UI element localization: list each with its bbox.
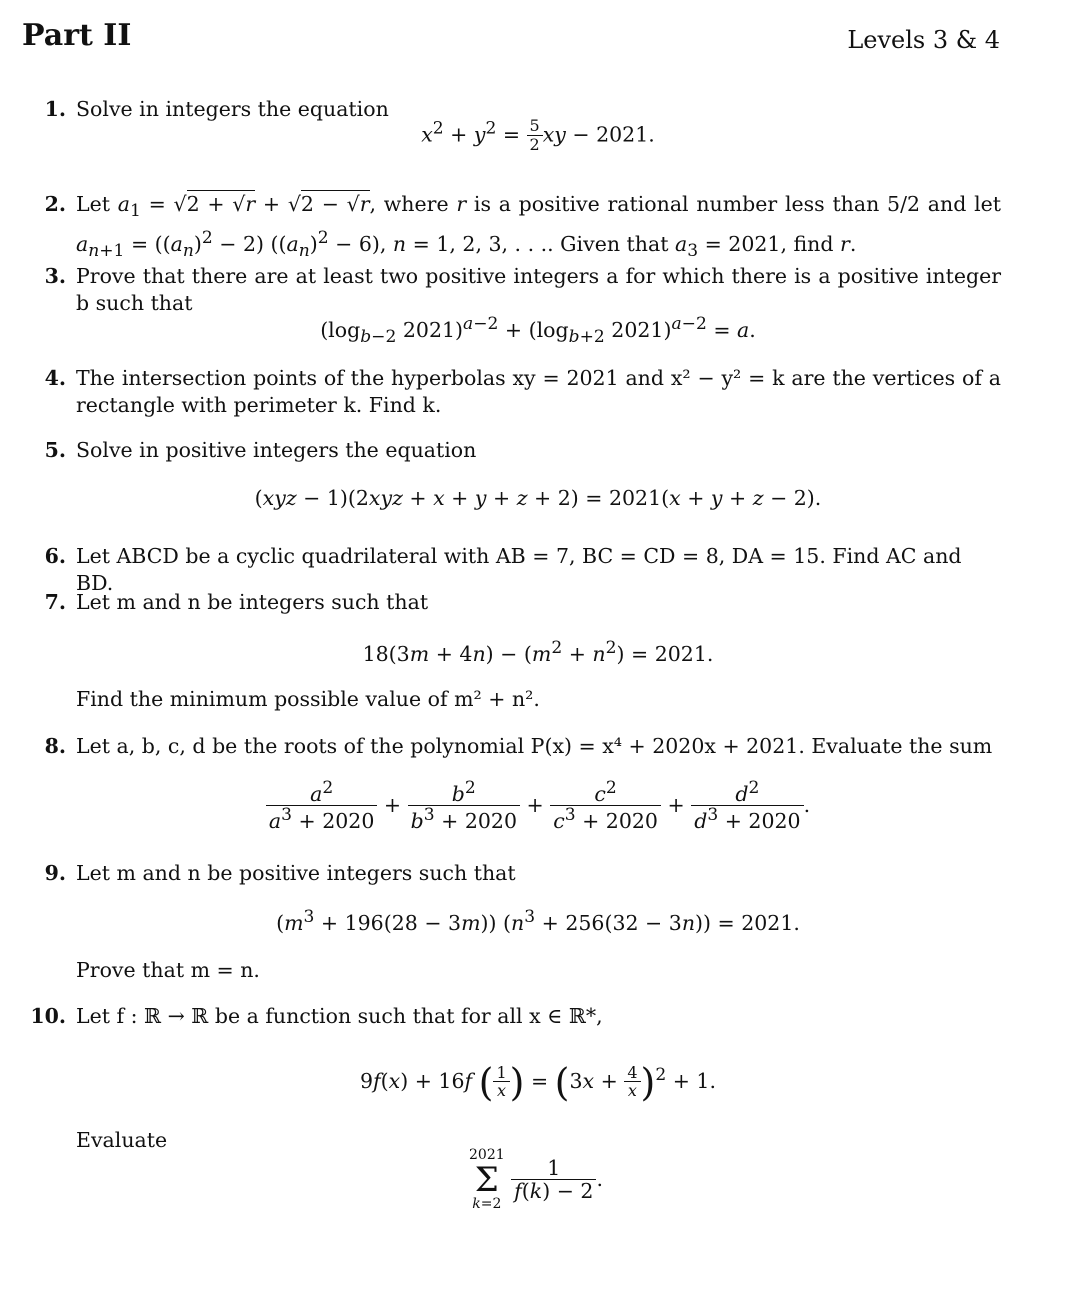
equation-3: ($\log_{b-2}$ $2021)^{a-2} + (\log_{b+2}$ 2021)$^{a-2}$ = a. bbox=[320, 314, 756, 347]
problem-text: Solve in integers the equation bbox=[76, 97, 389, 121]
problem-text: Prove that there are at least two positive integers a for which there is a positive integer b such that bbox=[76, 264, 1001, 315]
equation-7: $18(3m + 4n) - (m^2 + n^2) = 2021$. bbox=[362, 638, 714, 666]
problem-text: Let a, b, c, d be the roots of the polynomial P(x) = x⁴ + 2020x + 2021. Evaluate the sum bbox=[76, 734, 993, 758]
equation-9: $(m^3 + 196(28 - 3m)) (n^3 + 256(32 - 3n)) = 2021$. bbox=[276, 907, 800, 935]
problem-number: 1. bbox=[44, 97, 66, 121]
problem-number: 3. bbox=[44, 264, 66, 288]
problem-9-followup: Prove that m = n. bbox=[76, 958, 260, 982]
problem-number: 7. bbox=[44, 590, 66, 614]
problem-7-followup: Find the minimum possible value of m² + n². bbox=[76, 687, 540, 711]
problem-number: 8. bbox=[44, 734, 66, 758]
problem-number: 4. bbox=[44, 366, 66, 390]
problem-text: Let $a_1 = √2 + √r + √2 - √r$, where r is a positive rational number less than 5/2 and let $a_{n+1} = ((a_n)^2 - 2) ((a_n)^2 - 6)$, n = 1, 2, 3, . . .. Given that $a_3 = 2021$, find r. bbox=[76, 192, 1002, 262]
problem-text: Solve in positive integers the equation bbox=[76, 438, 477, 462]
problem-text: Let m and n be positive integers such that bbox=[76, 861, 516, 885]
page-title: Part II bbox=[22, 18, 132, 53]
equation-8: $\frac{a^2}{a^3 + 2020}$ + $\frac{b^2}{b^3 + 2020}$ + $\frac{c^2}{c^3 + 2020}$ + $\frac{d^2}{d^3 + 2020}$ . bbox=[0, 780, 1078, 833]
equation-5: (xyz − 1)(2xyz + x + y + z + 2) = 2021(x + y + z − 2). bbox=[254, 486, 822, 510]
problem-10-followup: Evaluate bbox=[76, 1128, 168, 1152]
equation-1: $x^2 + y^2$ = $\frac{5}{2}$ xy − 2021. bbox=[421, 116, 655, 154]
equation-10-sum: 2021 Σ k=2 $\frac{1}{f(k) - 2}$ . bbox=[469, 1147, 603, 1213]
problem-number: 9. bbox=[44, 861, 66, 885]
problem-text: Let f : ℝ → ℝ be a function such that for all x ∈ ℝ*, bbox=[76, 1004, 603, 1028]
problem-number: 6. bbox=[44, 544, 66, 568]
equation-10: 9f(x) + 16f ( $\frac{1}{x}$ ) = (3x + $\frac{4}{x}$ )$^2$ + 1. bbox=[359, 1060, 716, 1105]
levels-label: Levels 3 & 4 bbox=[847, 26, 1000, 54]
problem-text: The intersection points of the hyperbolas xy = 2021 and x² − y² = k are the vertices of a rectangle with perimeter k. Find k. bbox=[76, 366, 1001, 417]
problem-number: 2. bbox=[44, 192, 66, 216]
problem-text: Let ABCD be a cyclic quadrilateral with AB = 7, BC = CD = 8, DA = 15. Find AC and BD. bbox=[76, 544, 962, 595]
problem-number: 5. bbox=[44, 438, 66, 462]
problem-number: 10. bbox=[30, 1004, 66, 1028]
problem-text: Let m and n be integers such that bbox=[76, 590, 429, 614]
